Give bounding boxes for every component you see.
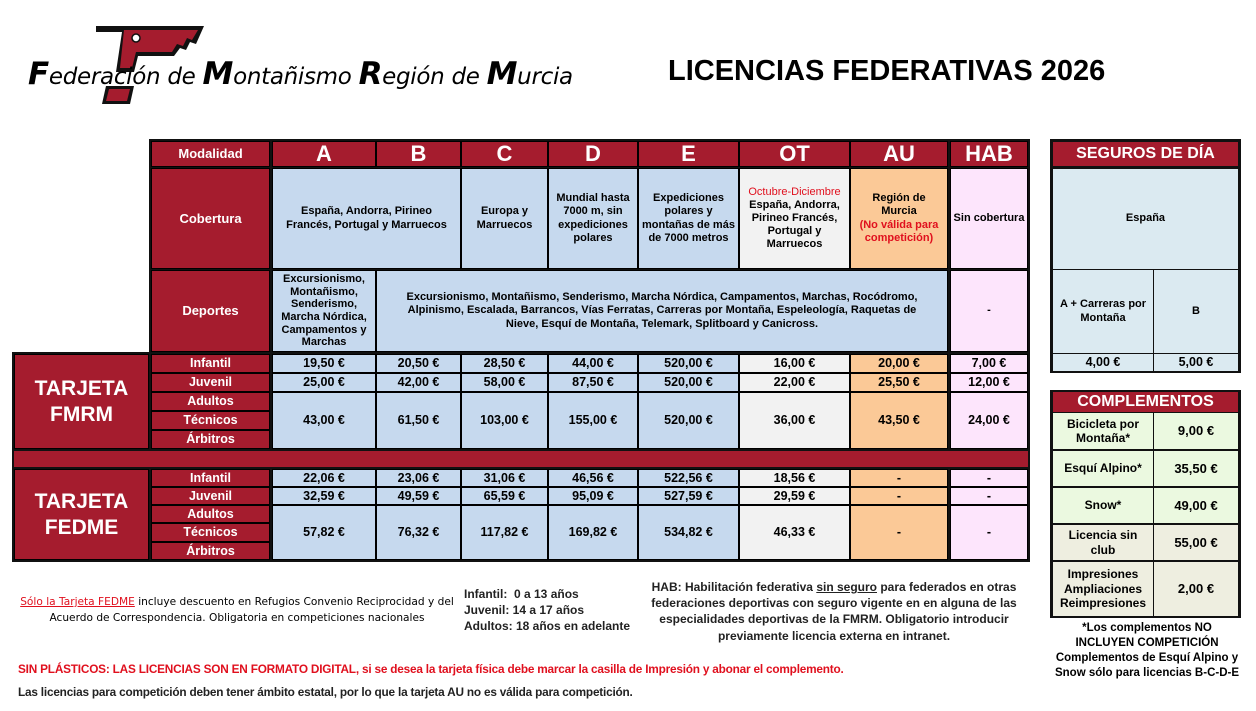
- complemento-price: 2,00 €: [1154, 562, 1238, 616]
- cobertura-ab: España, Andorra, Pirineo Francés, Portugal y Marruecos: [272, 168, 461, 269]
- price-cell-fmrm-adultos: 24,00 €: [950, 392, 1028, 449]
- price-cell-fmrm-infantil: 20,50 €: [376, 354, 461, 373]
- category-infantil: Infantil: [151, 354, 270, 373]
- tarjeta-fmrm-line1: TARJETA: [34, 377, 129, 401]
- cobertura-ot-period: Octubre-Diciembre: [748, 185, 841, 198]
- price-cell-fedme-infantil: 522,56 €: [638, 469, 739, 487]
- cobertura-e: Expediciones polares y montañas de más de 7000 metros: [638, 168, 739, 269]
- complementos-title: COMPLEMENTOS: [1053, 392, 1238, 412]
- price-cell-fmrm-infantil: 7,00 €: [950, 354, 1028, 373]
- complemento-price: 49,00 €: [1154, 488, 1238, 523]
- price-cell-fmrm-infantil: 19,50 €: [272, 354, 376, 373]
- price-cell-fmrm-adultos: 155,00 €: [548, 392, 638, 449]
- price-cell-fmrm-adultos: 520,00 €: [638, 392, 739, 449]
- page-title: LICENCIAS FEDERATIVAS 2026: [668, 55, 1106, 87]
- price-cell-fmrm-infantil: 44,00 €: [548, 354, 638, 373]
- modalidad-header: Modalidad: [151, 141, 270, 167]
- section-separator: [14, 451, 1028, 467]
- org-name-part: F: [28, 56, 49, 92]
- price-cell-fedme-infantil: 46,56 €: [548, 469, 638, 487]
- seguros-option-label: A + Carreras por Montaña: [1053, 270, 1153, 353]
- price-cell-fedme-adultos: -: [850, 505, 948, 560]
- seguros-coverage: España: [1053, 169, 1238, 269]
- price-cell-fedme-infantil: -: [950, 469, 1028, 487]
- hab-note-underline: sin seguro: [816, 580, 877, 594]
- federation-logo: [28, 22, 573, 110]
- category-juvenil: Juvenil: [151, 487, 270, 505]
- fedme-note: [14, 595, 460, 627]
- cobertura-label: Cobertura: [151, 168, 270, 269]
- column-header-au: AU: [850, 141, 948, 167]
- price-cell-fedme-adultos: 534,82 €: [638, 505, 739, 560]
- cobertura-hab: Sin cobertura: [950, 168, 1028, 269]
- price-cell-fmrm-infantil: 520,00 €: [638, 354, 739, 373]
- age-range-adultos: Adultos: 18 años en adelante: [464, 619, 631, 634]
- complemento-price: 35,50 €: [1154, 451, 1238, 486]
- price-cell-fmrm-infantil: 16,00 €: [739, 354, 850, 373]
- price-cell-fmrm-juvenil: 22,00 €: [739, 373, 850, 392]
- price-cell-fmrm-adultos: 103,00 €: [461, 392, 548, 449]
- seguros-option-price: 4,00 €: [1053, 354, 1153, 371]
- price-cell-fmrm-juvenil: 12,00 €: [950, 373, 1028, 392]
- cobertura-au-text: Región de Murcia: [872, 192, 926, 218]
- price-cell-fedme-infantil: 18,56 €: [739, 469, 850, 487]
- price-cell-fedme-adultos: 117,82 €: [461, 505, 548, 560]
- complemento-label: Snow*: [1053, 488, 1153, 523]
- column-header-hab: HAB: [950, 141, 1028, 167]
- price-cell-fedme-adultos: 76,32 €: [376, 505, 461, 560]
- price-cell-fmrm-adultos: 36,00 €: [739, 392, 850, 449]
- cobertura-au-warning: (No válida para competición): [859, 218, 939, 244]
- price-cell-fedme-adultos: 57,82 €: [272, 505, 376, 560]
- deportes-b-au: Excursionismo, Montañismo, Senderismo, Marcha Nórdica, Campamentos, Marchas, Rocódromo, Alpinismo, Escalada, Barrancos, Vías Ferratas, Carreras por Montaña, Espeleología, Raquetas de Nieve, Esquí de Montaña, Telemark, Splitboard y Canicross.: [376, 270, 948, 352]
- price-cell-fmrm-juvenil: 58,00 €: [461, 373, 548, 392]
- column-header-a: A: [272, 141, 376, 167]
- price-cell-fedme-juvenil: 32,59 €: [272, 487, 376, 505]
- category-tecnicos: Técnicos: [151, 523, 270, 542]
- complemento-label: Licencia sin club: [1053, 525, 1153, 560]
- price-cell-fmrm-adultos: 61,50 €: [376, 392, 461, 449]
- column-header-ot: OT: [739, 141, 850, 167]
- tarjeta-fedme-line1: TARJETA: [34, 490, 129, 514]
- org-name-part: urcia: [517, 64, 573, 90]
- price-cell-fedme-infantil: -: [850, 469, 948, 487]
- digital-notice: SIN PLÁSTICOS: LAS LICENCIAS SON EN FORMATO DIGITAL, si se desea la tarjeta física debe marcar la casilla de Impresión y abonar el complemento.: [18, 662, 844, 676]
- category-tecnicos: Técnicos: [151, 411, 270, 430]
- complemento-label: Bicicleta por Montaña*: [1053, 413, 1153, 449]
- price-cell-fmrm-infantil: 28,50 €: [461, 354, 548, 373]
- price-cell-fedme-juvenil: 49,59 €: [376, 487, 461, 505]
- price-cell-fedme-adultos: 46,33 €: [739, 505, 850, 560]
- hab-note-suffix: para federados en otras federaciones deportivas con seguro vigente en en alguna de las especialidades deportivas de la FMRM. Obligatorio introducir previamente licencia externa en intranet.: [651, 580, 1017, 643]
- org-name-part: R: [358, 56, 383, 92]
- price-cell-fedme-adultos: 169,82 €: [548, 505, 638, 560]
- deportes-label: Deportes: [151, 270, 270, 352]
- price-cell-fedme-adultos: -: [950, 505, 1028, 560]
- price-cell-fmrm-juvenil: 25,00 €: [272, 373, 376, 392]
- hab-note: [642, 579, 1026, 644]
- hab-note-prefix: HAB: Habilitación federativa: [651, 580, 817, 594]
- price-cell-fedme-infantil: 31,06 €: [461, 469, 548, 487]
- fedme-note-highlight: Sólo la Tarjeta FEDME: [20, 596, 135, 608]
- org-name-part: ontañismo: [233, 64, 359, 90]
- price-cell-fmrm-juvenil: 87,50 €: [548, 373, 638, 392]
- org-name: [28, 56, 573, 92]
- cobertura-d: Mundial hasta 7000 m, sin expediciones polares: [548, 168, 638, 269]
- cobertura-c: Europa y Marruecos: [461, 168, 548, 269]
- deportes-a: Excursionismo, Montañismo, Senderismo, Marcha Nórdica, Campamentos y Marchas: [272, 270, 376, 352]
- price-cell-fedme-juvenil: 65,59 €: [461, 487, 548, 505]
- competition-notice: Las licencias para competición deben tener ámbito estatal, por lo que la tarjeta AU no es válida para competición.: [18, 685, 633, 699]
- price-cell-fmrm-infantil: 20,00 €: [850, 354, 948, 373]
- price-cell-fedme-infantil: 23,06 €: [376, 469, 461, 487]
- price-cell-fedme-juvenil: 527,59 €: [638, 487, 739, 505]
- column-header-c: C: [461, 141, 548, 167]
- price-cell-fedme-juvenil: -: [850, 487, 948, 505]
- deportes-hab: -: [950, 270, 1028, 352]
- price-cell-fmrm-adultos: 43,50 €: [850, 392, 948, 449]
- age-range-infantil: Infantil: 0 a 13 años: [464, 587, 579, 601]
- complemento-label: Esquí Alpino*: [1053, 451, 1153, 486]
- column-header-b: B: [376, 141, 461, 167]
- complemento-price: 55,00 €: [1154, 525, 1238, 560]
- category-adultos: Adultos: [151, 505, 270, 523]
- complemento-price: 9,00 €: [1154, 413, 1238, 449]
- price-cell-fmrm-adultos: 43,00 €: [272, 392, 376, 449]
- category-arbitros: Árbitros: [151, 430, 270, 449]
- column-header-d: D: [548, 141, 638, 167]
- age-range-juvenil: Juvenil: 14 a 17 años: [464, 603, 585, 618]
- org-name-part: ederación de: [48, 64, 203, 90]
- org-name-part: M: [202, 56, 234, 92]
- tarjeta-fedme-label: [14, 469, 149, 560]
- category-arbitros: Árbitros: [151, 542, 270, 560]
- tarjeta-fedme-line2: FEDME: [44, 515, 119, 539]
- category-infantil: Infantil: [151, 469, 270, 487]
- cobertura-ot: [739, 168, 850, 269]
- org-name-part: egión de: [382, 64, 487, 90]
- category-juvenil: Juvenil: [151, 373, 270, 392]
- price-cell-fedme-juvenil: 29,59 €: [739, 487, 850, 505]
- complemento-label: Impresiones Ampliaciones Reimpresiones: [1053, 562, 1153, 616]
- fedme-note-text: incluye descuento en Refugios Convenio Reciprocidad y del Acuerdo de Correspondencia. Obligatoria en competiciones nacionales: [49, 596, 454, 624]
- age-ranges: [464, 586, 630, 635]
- price-cell-fedme-infantil: 22,06 €: [272, 469, 376, 487]
- price-cell-fmrm-juvenil: 520,00 €: [638, 373, 739, 392]
- price-cell-fedme-juvenil: 95,09 €: [548, 487, 638, 505]
- org-name-part: M: [486, 56, 518, 92]
- price-cell-fedme-juvenil: -: [950, 487, 1028, 505]
- seguros-title: SEGUROS DE DÍA: [1053, 142, 1238, 166]
- category-adultos: Adultos: [151, 392, 270, 411]
- cobertura-ot-text: España, Andorra, Pirineo Francés, Portugal y Marruecos: [749, 198, 840, 251]
- seguros-option-price: 5,00 €: [1154, 354, 1238, 371]
- cobertura-au: [850, 168, 948, 269]
- seguros-option-label: B: [1154, 270, 1238, 353]
- column-header-e: E: [638, 141, 739, 167]
- tarjeta-fmrm-line2: FMRM: [50, 402, 113, 426]
- complementos-footnote: *Los complementos NO INCLUYEN COMPETICIÓN Complementos de Esquí Alpino y Snow sólo para licencias B-C-D-E: [1054, 622, 1240, 679]
- price-cell-fmrm-juvenil: 42,00 €: [376, 373, 461, 392]
- tarjeta-fmrm-label: [14, 354, 149, 449]
- price-cell-fmrm-juvenil: 25,50 €: [850, 373, 948, 392]
